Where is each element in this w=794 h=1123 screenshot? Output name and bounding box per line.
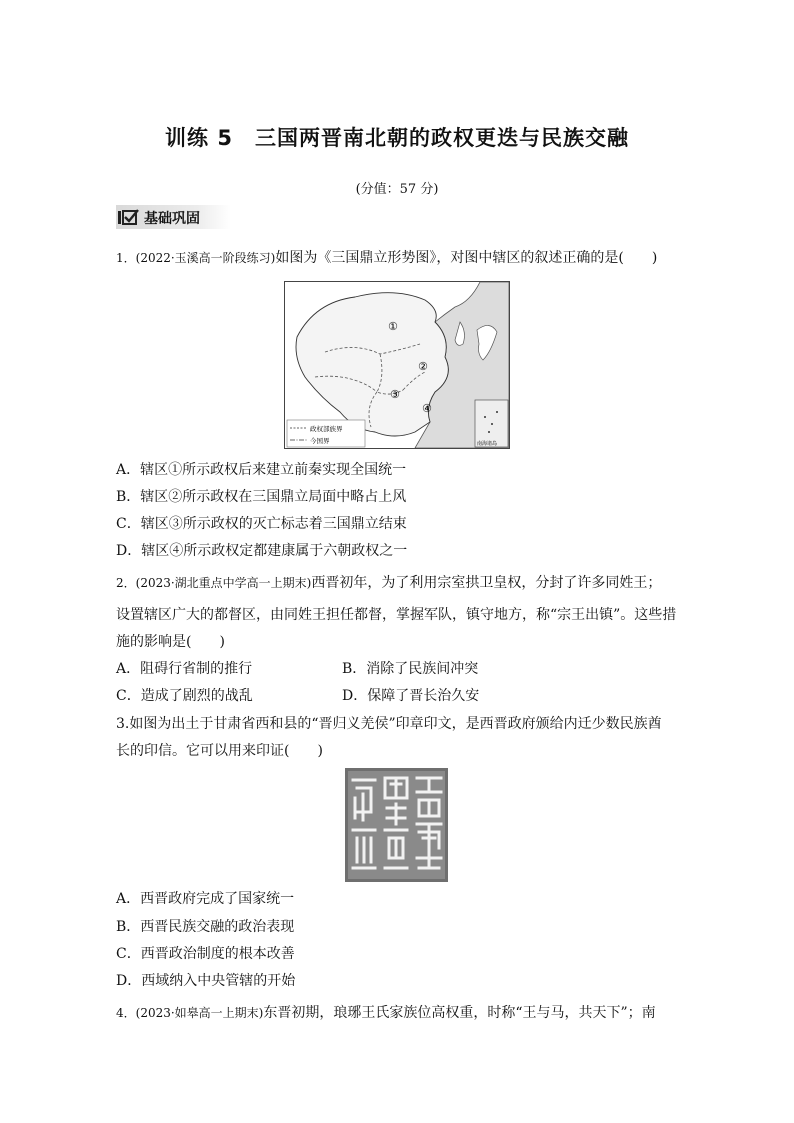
question-1-stem xyxy=(116,248,686,268)
question-4-text: 东晋初期，琅琊王氏家族位高权重，时称“王与马，共天下”；南 xyxy=(263,1005,656,1021)
page-title: 训练 5 三国两晋南北朝的政权更迭与民族交融 xyxy=(165,126,629,150)
question-3-option-c: C．西晋政治制度的根本改善 xyxy=(116,946,295,962)
question-1-text: 如图为《三国鼎立形势图》，对图中辖区的叙述正确的是( ) xyxy=(275,250,658,266)
map-legend-border: 今国界 xyxy=(310,437,330,445)
question-4-source: 4．(2023·如皋高一上期末) xyxy=(116,1006,264,1020)
map-drawing xyxy=(285,282,509,448)
seal-drawing xyxy=(345,768,448,882)
map-label-4: ④ xyxy=(422,402,432,415)
map-inset-label: 南海诸岛 xyxy=(477,441,498,447)
question-2-stem-line-2: 设置辖区广大的都督区，由同姓王担任都督，掌握军队，镇守地方，称“宗王出镇”。这些措 xyxy=(116,607,677,623)
question-3-option-d: D．西域纳入中央管辖的开始 xyxy=(116,973,296,989)
checkmark-icon xyxy=(118,209,140,225)
map-label-3: ③ xyxy=(390,388,400,401)
section-title: 基础巩固 xyxy=(144,211,200,227)
map-legend-boundary: 政权部族界 xyxy=(310,425,343,433)
question-1-option-c: C．辖区③所示政权的灭亡标志着三国鼎立结束 xyxy=(116,516,407,532)
score-note: (分值：57 分) xyxy=(355,182,439,197)
question-3-option-a: A．西晋政府完成了国家统一 xyxy=(116,891,295,907)
question-1-source: 1．(2022·玉溪高一阶段练习) xyxy=(116,251,276,265)
question-2-option-c: C．造成了剧烈的战乱 xyxy=(116,688,253,704)
question-1-option-a: A．辖区①所示政权后来建立前秦实现全国统一 xyxy=(116,462,407,478)
question-4-stem xyxy=(116,1003,686,1023)
section-header xyxy=(116,205,231,229)
question-2-stem-line-1 xyxy=(116,573,686,593)
question-2-options-row-1 xyxy=(116,659,686,679)
question-2-text: 西晋初年，为了利用宗室拱卫皇权，分封了许多同姓王； xyxy=(311,575,662,591)
question-3-stem-line-2: 长的印信。它可以用来印证( ) xyxy=(116,743,323,759)
question-2-option-d: D．保障了晋长治久安 xyxy=(342,688,480,704)
map-label-1: ① xyxy=(388,320,398,333)
question-3-option-b: B．西晋民族交融的政治表现 xyxy=(116,919,295,935)
question-2-source: 2．(2023·湖北重点中学高一上期末) xyxy=(116,576,312,590)
question-2-stem-line-3: 施的影响是( ) xyxy=(116,634,225,650)
seal-impression-image xyxy=(345,768,448,882)
question-1-option-b: B．辖区②所示政权在三国鼎立局面中略占上风 xyxy=(116,489,407,505)
map-label-2: ② xyxy=(418,360,428,373)
question-3-stem-line-1: 3.如图为出土于甘肃省西和县的“晋归义羌侯”印章印文，是西晋政府颁给内迁少数民族酋 xyxy=(116,716,662,732)
question-1-option-d: D．辖区④所示政权定都建康属于六朝政权之一 xyxy=(116,543,408,559)
question-2-options-row-2 xyxy=(116,686,686,706)
three-kingdoms-map xyxy=(284,281,510,449)
question-2-option-b: B．消除了民族间冲突 xyxy=(342,661,479,677)
question-2-option-a: A．阻碍行省制的推行 xyxy=(116,661,253,677)
